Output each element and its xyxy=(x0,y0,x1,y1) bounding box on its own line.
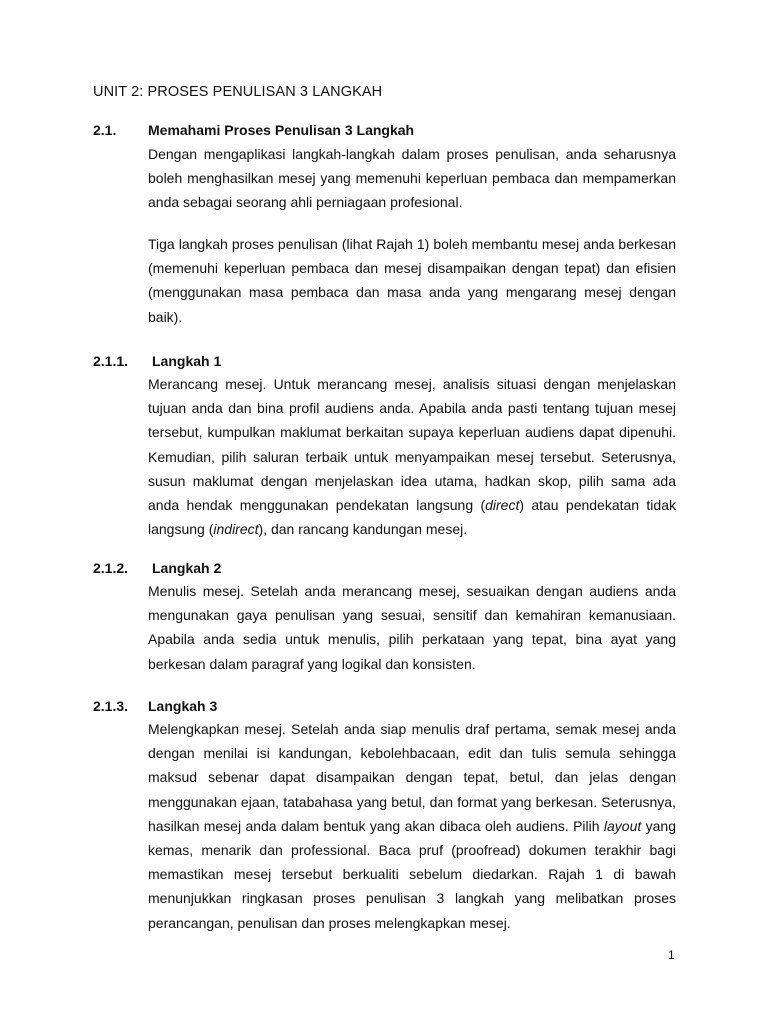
section-title: Langkah 2 xyxy=(152,560,222,576)
section-title: Memahami Proses Penulisan 3 Langkah xyxy=(148,122,415,138)
section-body-2-1-2 xyxy=(148,579,676,676)
section-body-2-1-1 xyxy=(148,372,676,541)
section-number: 2.1.1. xyxy=(93,353,129,369)
term-direct: direct xyxy=(485,497,520,514)
section-heading-2-1-1 xyxy=(93,351,221,371)
paragraph: Menulis mesej. Setelah anda merancang mesej, sesuaikan dengan audiens anda mengunakan gaya penulisan yang sesuai, sensitif dan kemahiran kemanusiaan. Apabila anda sedia untuk menulis, pilih perkataan yang tepat, bina ayat yang berkesan dalam paragraf yang logikal dan konsisten. xyxy=(148,583,676,672)
section-number: 2.1.3. xyxy=(93,698,129,714)
section-title: Langkah 1 xyxy=(152,353,222,369)
section-heading-2-1-3 xyxy=(93,696,217,716)
section-body-2-1 xyxy=(148,142,676,215)
paragraph: Tiga langkah proses penulisan (lihat Rajah 1) boleh membantu mesej anda berkesan (memenuhi keperluan pembaca dan mesej disampaikan dengan tepat) dan efisien (menggunakan masa pembaca dan masa anda yang mengarang mesej dengan baik). xyxy=(148,236,676,325)
page-number: 1 xyxy=(668,948,675,962)
section-heading-2-1 xyxy=(93,120,414,140)
section-body-2-1-3 xyxy=(148,717,676,935)
section-heading-2-1-2 xyxy=(93,558,221,578)
section-number: 2.1.2. xyxy=(93,560,129,576)
unit-title: UNIT 2: PROSES PENULISAN 3 LANGKAH xyxy=(93,84,383,100)
term-layout: layout xyxy=(603,817,642,834)
section-number: 2.1. xyxy=(93,122,117,138)
term-indirect: indirect xyxy=(213,521,259,538)
paragraph: Merancang mesej. Untuk merancang mesej, analisis situasi dengan menjelaskan tujuan anda dan bina profil audiens anda. Apabila anda pasti tentang tujuan mesej tersebut, kumpulkan maklumat berkaitan supaya keperluan audiens dapat dipenuhi. Kemudian, pilih saluran terbaik untuk menyampaikan mesej tersebut. Seterusnya, susun maklumat dengan menjelaskan idea utama, hadkan skop, pilih sama ada anda hendak menggunakan pendekatan langsung (direct) atau pendekatan tidak langsung (indirect), dan rancang kandungan mesej. xyxy=(148,376,676,538)
section-title: Langkah 3 xyxy=(148,698,218,714)
paragraph: Dengan mengaplikasi langkah-langkah dalam proses penulisan, anda seharusnya boleh menghasilkan mesej yang memenuhi keperluan pembaca dan mempamerkan anda sebagai seorang ahli perniagaan profesional. xyxy=(148,146,676,211)
section-body-2-1-para2 xyxy=(148,232,676,329)
paragraph: Melengkapkan mesej. Setelah anda siap menulis draf pertama, semak mesej anda dengan menilai isi kandungan, kebolehbacaan, edit dan tulis semula sehingga maksud sebenar dapat disampaikan dengan tepat, betul, dan jelas dengan menggunakan ejaan, tatabahasa yang betul, dan format yang berkesan. Seterusnya, hasilkan mesej anda dalam bentuk yang akan dibaca oleh audiens. Pilih layout yang kemas, menarik dan professional. Baca pruf (proofread) dokumen terakhir bagi memastikan mesej tersebut berkualiti sebelum diedarkan. Rajah 1 di bawah menunjukkan ringkasan proses penulisan 3 langkah yang melibatkan proses perancangan, penulisan dan proses melengkapkan mesej. xyxy=(148,721,676,931)
